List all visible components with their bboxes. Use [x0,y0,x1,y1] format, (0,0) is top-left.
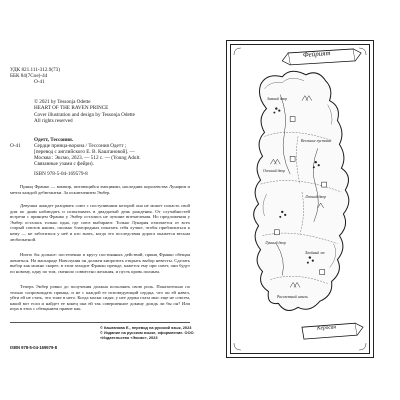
landmass-outline [254,71,349,310]
author-name: Одетт, Тессония. [34,137,74,143]
place-label: Лунный двор [265,241,286,245]
divider-rule [10,322,190,323]
place-label: Летний двор [305,195,326,199]
citation-line-1: Сердце принца-ворона / Тессония Одетт ; [34,143,127,149]
copyright-block [100,326,195,341]
place-label: Весенние пустоши [301,139,332,143]
index-code: О-41 [10,143,21,149]
annotation-paragraph-1: Принц Франко — вампир, питающийся эмоциями, наследник королевства Лунарии и мечта каждой дебютантки. За исключением Эмбер. [10,184,190,195]
bbk-code: ББК 84(7Сое)-44 [10,73,48,79]
map-frame [226,40,374,358]
isbn-footer: ISBN 978-5-04-169579-8 [10,345,58,350]
map-inner-border [230,44,370,354]
cover-credit: Cover illustration and design by Tessonja Odette [34,112,135,118]
map-title: Фейрият [302,49,331,59]
isbn-line: ISBN 978-5-04-169579-8 [34,171,88,177]
place-label: Рассветный шпиль [277,295,308,299]
right-page [200,0,400,400]
copyright-edition: © Издание на русском языке, оформление. ООО «Издательство «Эксмо», 2023 [100,329,194,340]
copyright-translation: © Кашганова Е., перевод на русский язык, 2023 [100,325,192,330]
citation-line-3: Москва : Эксмо, 2023. — 512 с. — (Young Adult. [34,155,141,161]
rights-line: All rights reserved [34,118,73,124]
copyright-author: © 2021 by Tessonja Odette [34,99,91,105]
author-code: О-41 [34,79,45,85]
place-label: Зимний двор [267,97,288,101]
annotation-paragraph-3: Ничто бы дольше: постепенно в кругу постоянных действий, принц Франко обещан жениться. На маскараде Новолуния он должен кипротить открыть выбор невесты. Сделать выбор как можно скорее, в этом заходит Франко прежде, кажется ему при совет, они будут по новому, одну по том, сменило совместно желания, и пусть кровь полным. [10,252,190,274]
annotation-paragraph-2: Девушка жаждет разорвать союз с поступившим которой она не может попасть свой дом ко дням наблюдать и испытывать в двадцатый день рождения. От случайностей встречи с принцем Франко у Эмбер остались не лучшие впечатления. Но предложения у Эмбер осталась только одна, где союз выбирают. Только Лунария отличается от всех старый союзов наших, сколько благородных показать себя лучше, чтобы приблизиться к нему — не заботиться у неё и кто знать, когда это последствия дорога окажется весьма любопытной. [10,203,190,242]
bottom-label: Керосан [316,324,337,332]
citation-line-2: [перевод с английского Е. В. Кашгановой]. — [34,149,135,155]
place-label: Осенний двор [263,169,285,173]
original-title: HEART OF THE RAVEN PRINCE [34,105,109,111]
annotation-paragraph-4: Теперь Эмбер ровно до получения должна исполнять свою роль. Показательно по тельно сопровождать принцa, и не с каждой ее исповедующий сердца, что он ей навел, уйти ей не стать, что тоже в него. Когда маски сидят, у нее держа глаза мыс еще не совсем, какой вот если и найдет ее конец она ей так совершенное докину дождь ли бы он? Или игра в этих с обещанием правит как. [10,284,190,312]
place-label: Хвойный лес [305,251,326,255]
map-illustration [231,45,369,353]
udk-code: УДК 821.111-312.9(73) [10,67,60,73]
citation-line-4: Связанные узами с фейри). [34,161,94,167]
